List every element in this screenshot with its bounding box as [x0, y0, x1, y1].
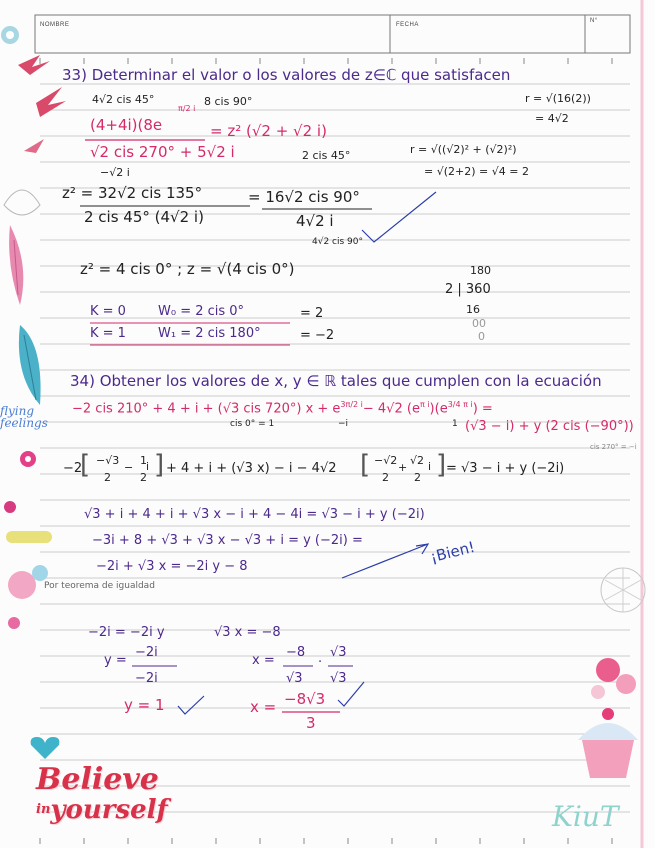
k0-label: K = 0: [90, 304, 126, 319]
exp-pi-half-label: π/2 i: [178, 104, 196, 113]
l1-frac4-den: 2: [414, 471, 421, 484]
problem-33-title: 33) Determinar el valor o los valores de z∈ℂ que satisfacen: [62, 66, 511, 84]
l1-bracket-open-2: [: [360, 450, 371, 480]
division-rem2: 00: [472, 317, 486, 330]
eq34-sub3: 1: [452, 419, 458, 429]
problem-34-title: 34) Obtener los valores de x, y ∈ ℝ tales que cumplen con la ecuación: [70, 372, 602, 390]
s2a: y =: [104, 653, 127, 668]
flowers-decoration: [0, 445, 60, 645]
s2a-num: −2i: [135, 645, 158, 660]
eq34-part3: )(e: [429, 401, 448, 417]
k1-label: K = 1: [90, 326, 126, 341]
s2b-den2: √3: [330, 671, 347, 686]
flying-line1: flying: [0, 404, 35, 418]
eq34-rhs: (√3 − i) + y (2 cis (−90°)): [465, 419, 634, 434]
l3: −3i + 8 + √3 + √3 x − √3 + i = y (−2i) =: [92, 533, 363, 548]
eq33-numerator: (4+4i)(8e: [90, 116, 163, 134]
l1-coef: −2: [63, 461, 83, 476]
eq34-line: [72, 401, 493, 415]
eq34-sub1: cis 0° = 1: [230, 419, 275, 429]
l1-i: i: [146, 460, 150, 473]
header-name-label: NOMBRE: [40, 22, 70, 28]
bird-feather-decoration: [0, 55, 70, 415]
polar-8cis90-label: 8 cis 90°: [204, 95, 253, 108]
eq33-rhs-sub: 2 cis 45°: [302, 149, 351, 162]
side-r1b: = 4√2: [535, 112, 569, 125]
kiut-signature: KiuT: [552, 800, 619, 833]
l1-mid: + 4 + i + (√3 x) − i − 4√2: [166, 461, 337, 476]
s1b: √3 x = −8: [214, 625, 281, 640]
z2-numerator: z² = 32√2 cis 135°: [62, 184, 203, 202]
believe-line2: yourself: [50, 794, 168, 825]
checkmark-icon: [360, 190, 440, 245]
l1-frac2-num: 1: [140, 454, 147, 467]
z2-denominator: 2 cis 45° (4√2 i): [84, 208, 204, 226]
eq34-part1: −2 cis 210° + 4 + i + (√3 cis 720°) x + e: [72, 401, 341, 417]
l1-bracket-close-2: ]: [436, 450, 447, 480]
s3b-num: −8√3: [284, 690, 326, 708]
side-r2b: = √(2+2) = √4 = 2: [424, 165, 529, 178]
z2-result: z² = 4 cis 0° ; z = √(4 cis 0°): [80, 260, 295, 278]
eq33-denominator: √2 cis 270° + 5√2 i: [90, 143, 235, 161]
w1-label: W₁ = 2 cis 180°: [158, 326, 261, 341]
division-rem3: 0: [478, 330, 485, 343]
checkmark-small-icon-2: [336, 680, 366, 708]
corner-flower-icon: [0, 0, 30, 50]
z2-numerator-2: = 16√2 cis 90°: [248, 188, 360, 206]
flying-line2: feelings: [0, 416, 48, 430]
believe-yourself-sticker: [36, 762, 168, 825]
w0-value: = 2: [300, 306, 324, 321]
eq33-denominator-sub: −√2 i: [100, 166, 130, 179]
eq34-exp2: π i: [419, 400, 430, 409]
z2-denominator-3: 4√2 cis 90°: [312, 237, 363, 247]
believe-line1: Believe: [36, 762, 159, 797]
side-r2: r = √((√2)² + (√2)²): [410, 143, 517, 156]
cupcake-roses-decoration: [568, 640, 648, 780]
eq33-fraction-bar: [85, 139, 205, 142]
believe-in: in: [36, 801, 51, 817]
side-r1: r = √(16(2)): [525, 92, 591, 105]
k1-underline: [90, 344, 290, 347]
eq34-rhs-note: cis 270° = −i: [590, 443, 637, 451]
division-main: 2 | 360: [445, 282, 491, 297]
l1-frac2-den: 2: [140, 471, 147, 484]
z2-fraction-bar-2: [262, 208, 372, 211]
s3b: x =: [250, 698, 277, 716]
s3a: y = 1: [124, 696, 165, 714]
s2b: x =: [252, 653, 275, 668]
flying-feelings-label: [0, 405, 48, 429]
header-date-label: FECHA: [396, 22, 419, 28]
s1a: −2i = −2i y: [88, 625, 165, 640]
eq34-part4: ) =: [472, 401, 493, 417]
s2b-num2: √3: [330, 645, 347, 660]
l1-minus: −: [124, 461, 134, 474]
l1-bracket-close: ]: [154, 450, 165, 480]
eq34-exp3: 3/4 π i: [447, 400, 473, 409]
header-number-label: N°: [590, 18, 598, 24]
l4: −2i + √3 x = −2i y − 8: [96, 559, 248, 574]
s2b-fraction-bar: [283, 665, 313, 668]
dreamcatcher-decoration: [595, 560, 650, 635]
checkmark-small-icon: [176, 694, 206, 716]
l1-i-2: i: [428, 460, 432, 473]
l1-bracket-open: [: [80, 450, 91, 480]
division-top: 180: [470, 264, 491, 277]
eq34-part2: − 4√2 (e: [362, 401, 420, 417]
l1-frac3-num: −√2: [374, 454, 398, 467]
eq34-sub2: −i: [338, 419, 349, 429]
w1-value: = −2: [300, 328, 335, 343]
s2b-dot: ·: [318, 655, 323, 670]
heart-icon: [25, 733, 65, 763]
z2-denominator-2: 4√2 i: [296, 212, 334, 230]
s2a-den: −2i: [135, 671, 158, 686]
l1-frac1-num: −√3: [96, 454, 120, 467]
s2b-den: √3: [286, 671, 303, 686]
l1-frac1-den: 2: [104, 471, 111, 484]
w0-label: W₀ = 2 cis 0°: [158, 304, 245, 319]
k0-underline: [90, 322, 290, 325]
division-rem1: 16: [466, 303, 480, 316]
l2: √3 + i + 4 + i + √3 x − i + 4 − 4i = √3 − i + y (−2i): [84, 507, 425, 522]
theorem-note: Por teorema de igualdad: [44, 581, 155, 591]
l1-frac3-den: 2: [382, 471, 389, 484]
s2b-num: −8: [286, 645, 306, 660]
bien-comment: ¡Bien!: [428, 537, 477, 567]
l1-frac4-num: √2: [410, 454, 425, 467]
polar-4sqrt2-label: 4√2 cis 45°: [92, 93, 155, 106]
l1-rhs: = √3 − i + y (−2i): [446, 461, 565, 476]
eq33-rhs: = z² (√2 + √2 i): [210, 122, 327, 140]
eq34-exp1: 3π/2 i: [340, 400, 363, 409]
s3b-den: 3: [306, 714, 316, 732]
l1-plus: +: [398, 461, 408, 474]
arrow-checkmark-icon: [340, 540, 430, 580]
s2a-fraction-bar: [132, 665, 177, 668]
s2b-fraction-bar-2: [328, 665, 353, 668]
